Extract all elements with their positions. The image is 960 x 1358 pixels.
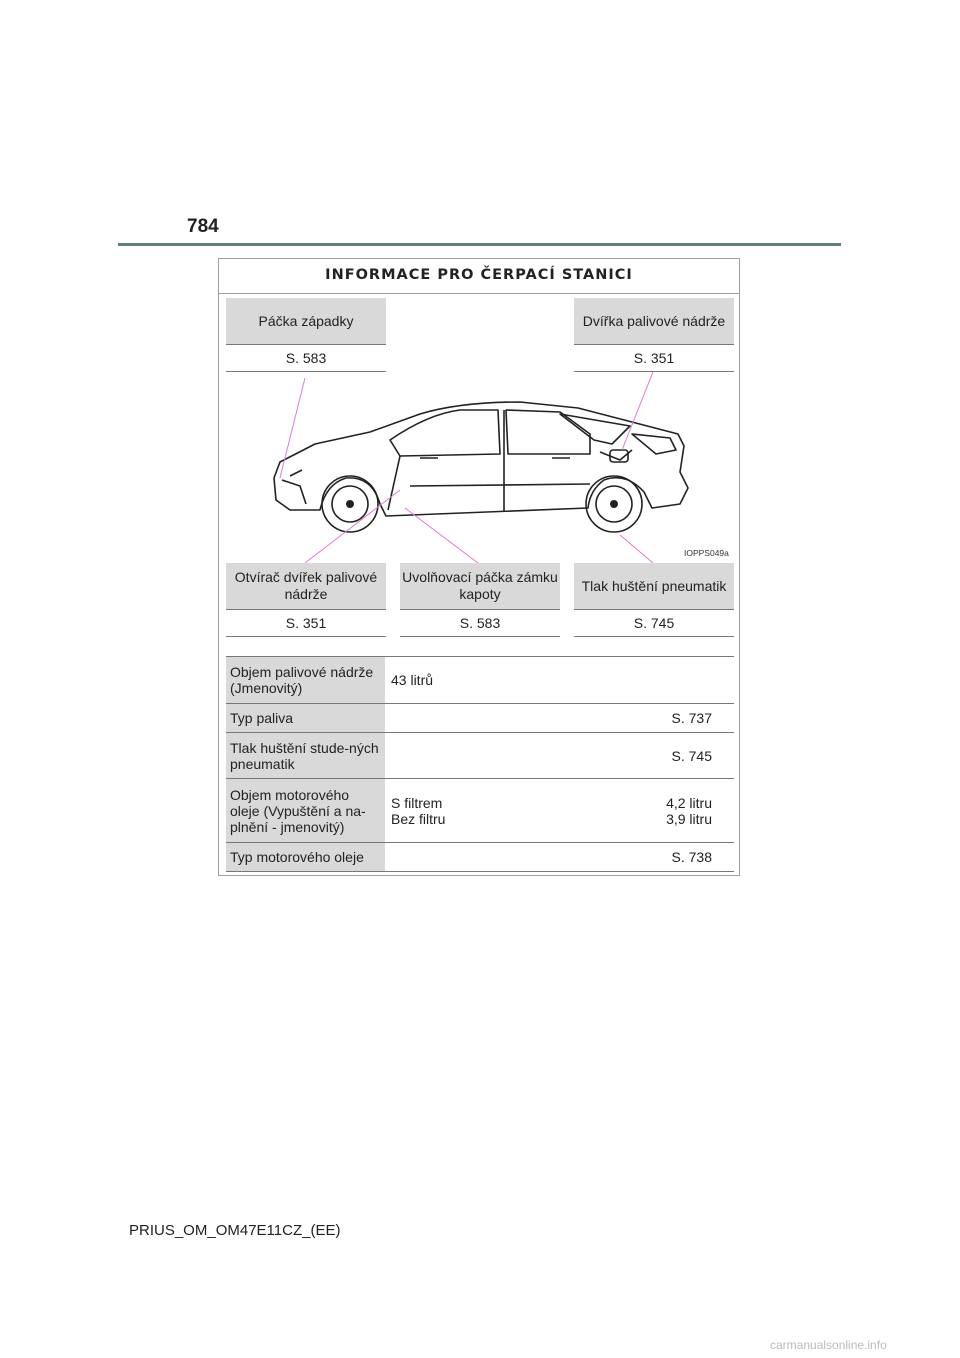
callout-label: Tlak huštění pneumatik — [574, 563, 734, 610]
leader-hood-release — [405, 508, 478, 563]
spec-value — [385, 779, 734, 842]
callout-label: Páčka západky — [226, 298, 386, 345]
callout-page-ref[interactable]: S. 745 — [574, 610, 734, 637]
spec-page-ref[interactable]: S. 737 — [671, 710, 712, 726]
spec-row-fuel-capacity — [226, 657, 734, 704]
callout-hood-release — [400, 563, 560, 637]
spec-page-ref[interactable]: S. 738 — [671, 849, 712, 865]
oil-with-filter-value: 4,2 litru — [666, 794, 712, 811]
spec-page-ref[interactable]: S. 745 — [671, 747, 712, 764]
spec-label: Typ paliva — [226, 704, 385, 732]
page-number: 784 — [187, 216, 219, 237]
oil-with-filter-label: S filtrem — [391, 794, 443, 811]
callout-page-ref[interactable]: S. 351 — [574, 345, 734, 372]
callout-page-ref[interactable]: S. 583 — [226, 345, 386, 372]
spec-label: Objem motorového oleje (Vypuštění a na-plnění - jmenovitý) — [226, 779, 385, 842]
oil-without-filter-value: 3,9 litru — [666, 810, 712, 827]
leader-fuel-door-opener — [305, 490, 400, 563]
leader-hood-latch — [280, 378, 305, 478]
spec-label: Tlak huštění stude-ných pneumatik — [226, 733, 385, 778]
leader-tire-pressure — [620, 535, 653, 563]
callout-label: Uvolňovací páčka zámku kapoty — [400, 563, 560, 610]
callout-label: Otvírač dvířek palivové nádrže — [226, 563, 386, 610]
watermark: carmanualsonline.info — [770, 1338, 887, 1352]
spec-row-cold-tire-pressure — [226, 733, 734, 779]
oil-without-filter-label: Bez filtru — [391, 810, 446, 827]
spec-label: Objem palivové nádrže (Jmenovitý) — [226, 657, 385, 703]
image-code: IOPPS049a — [684, 548, 729, 558]
info-title: INFORMACE PRO ČERPACÍ STANICI — [219, 259, 739, 294]
callout-tire-pressure — [574, 563, 734, 637]
leader-fuel-door — [622, 372, 653, 450]
footer-doc-code: PRIUS_OM_OM47E11CZ_(EE) — [129, 1222, 341, 1239]
spec-row-oil-capacity — [226, 779, 734, 843]
callout-fuel-door-opener — [226, 563, 386, 637]
spec-row-fuel-type — [226, 704, 734, 733]
callout-page-ref[interactable]: S. 583 — [400, 610, 560, 637]
spec-label: Typ motorového oleje — [226, 843, 385, 871]
callout-label: Dvířka palivové nádrže — [574, 298, 734, 345]
specs-table — [226, 656, 734, 872]
spec-value: 43 litrů — [391, 672, 434, 688]
spec-row-oil-type — [226, 843, 734, 872]
callout-page-ref[interactable]: S. 351 — [226, 610, 386, 637]
